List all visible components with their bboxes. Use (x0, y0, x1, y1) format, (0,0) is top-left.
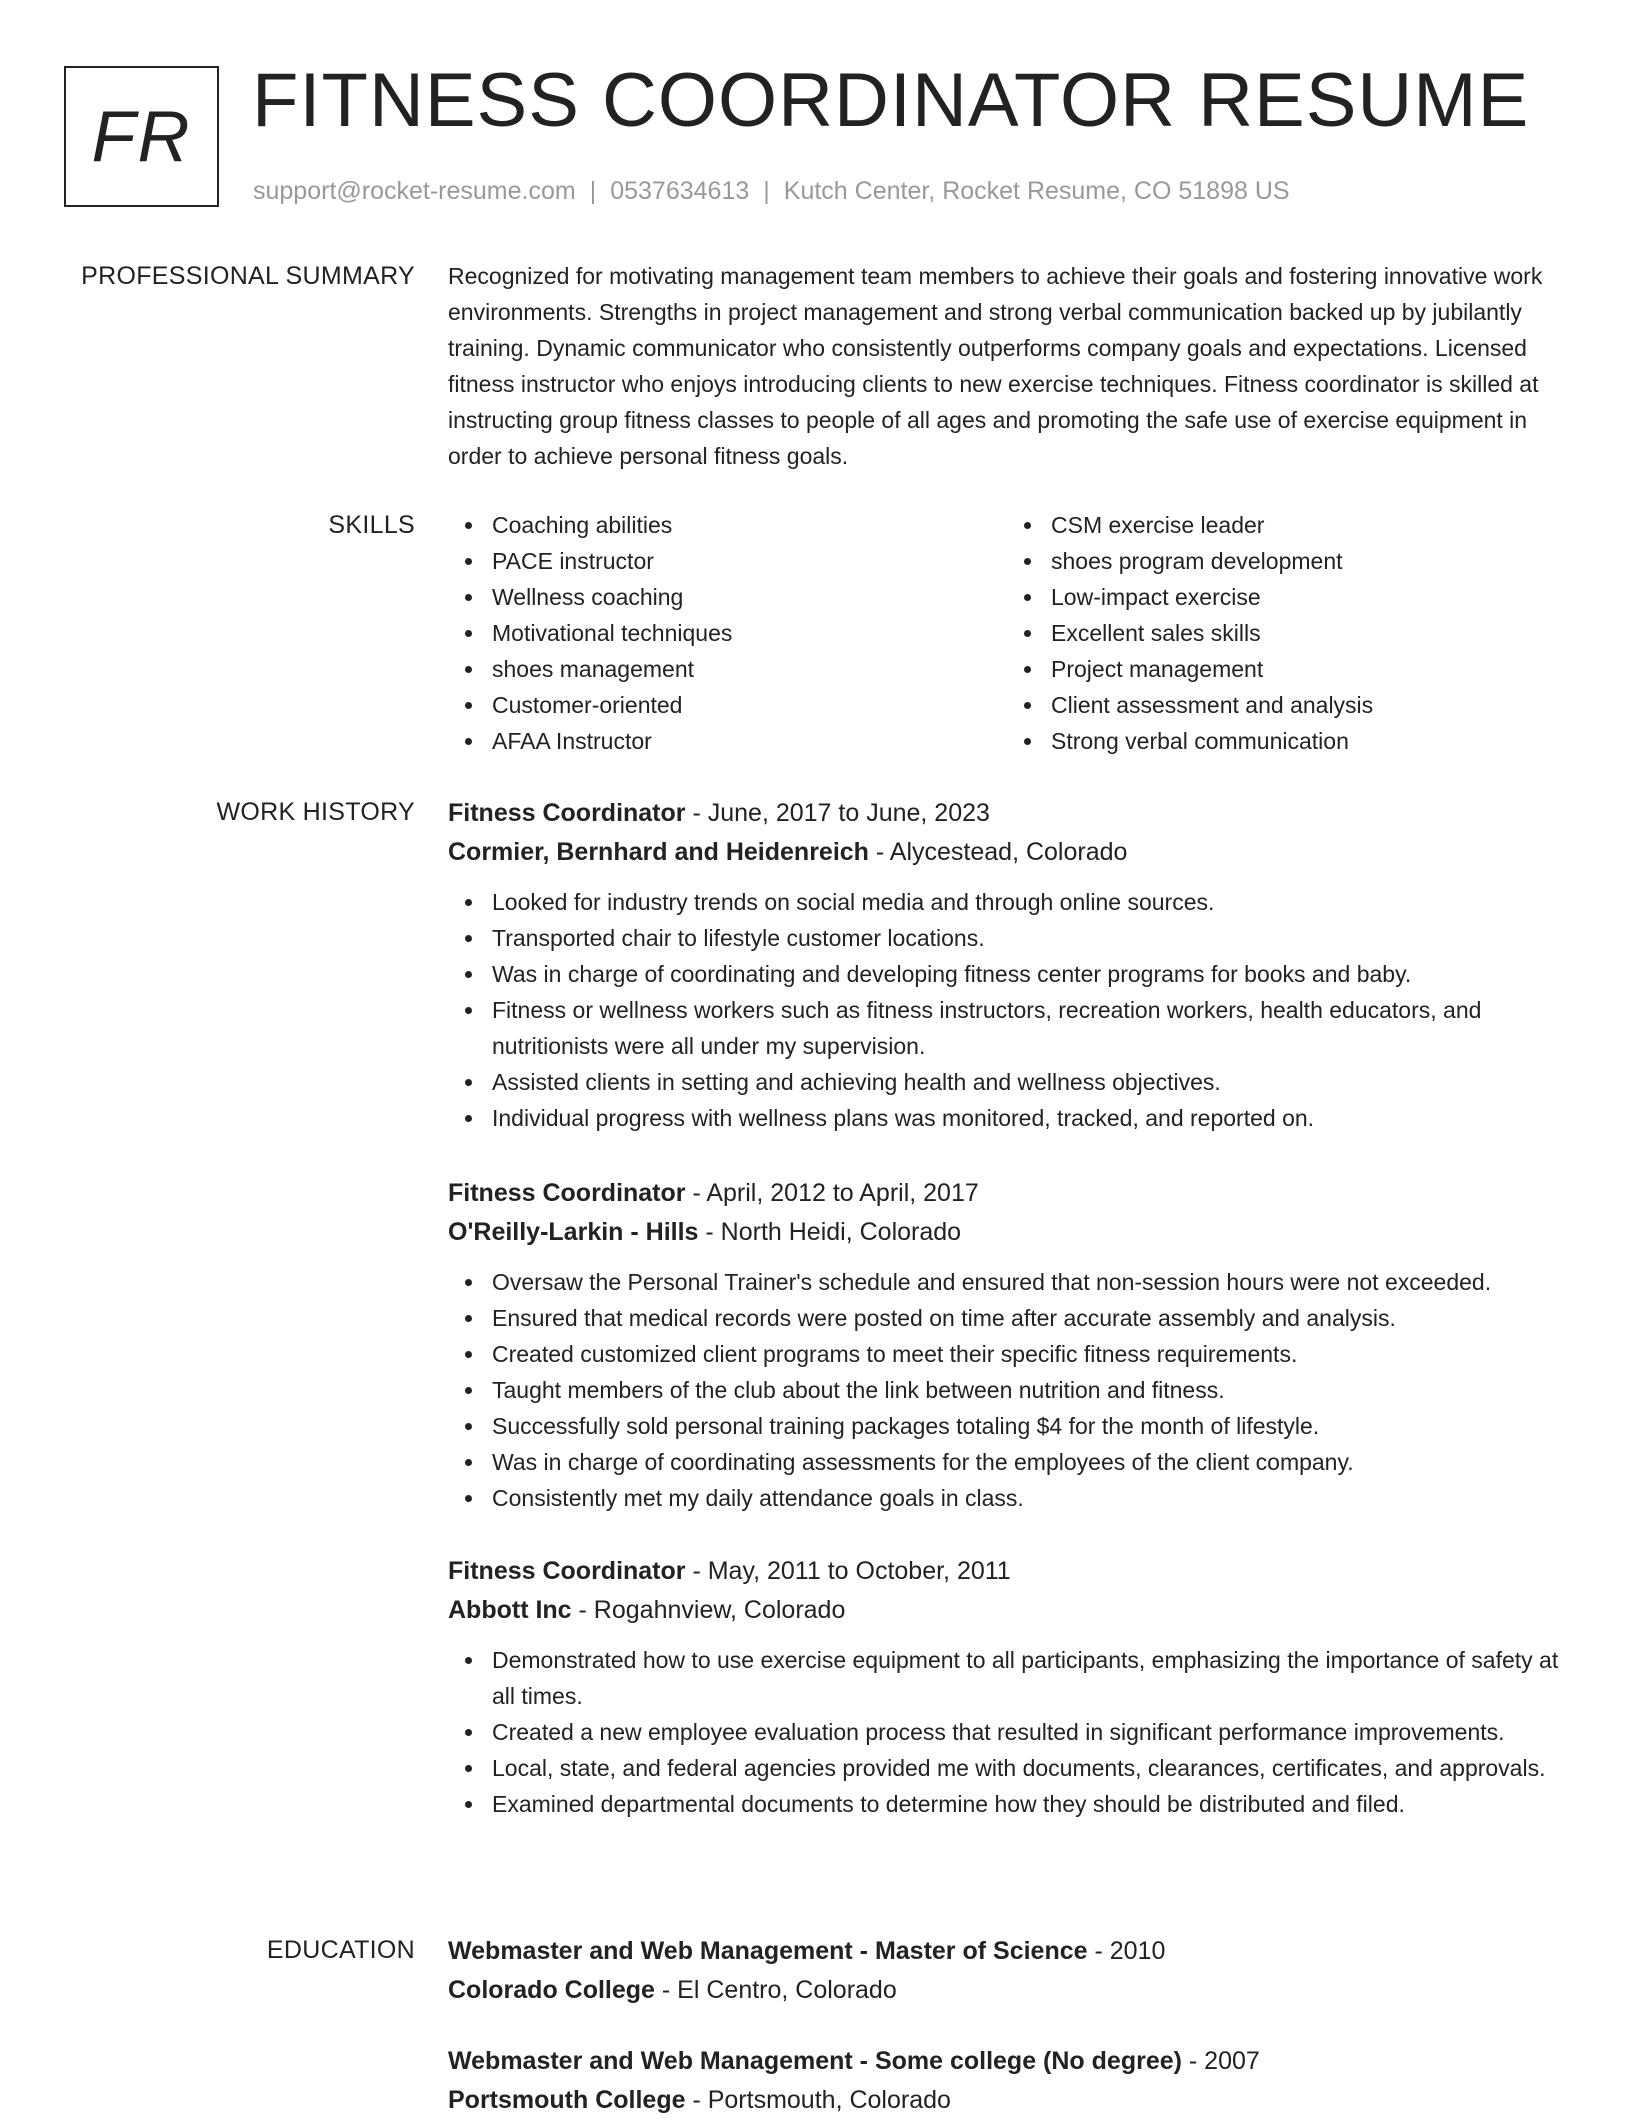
job-bullet: Was in charge of coordinating and developing fitness center programs for books and baby. (492, 956, 1566, 992)
school-location: - Portsmouth, Colorado (685, 2086, 951, 2114)
job-bullet: Created customized client programs to meet their specific fitness requirements. (492, 1336, 1566, 1372)
section-label-summary: PROFESSIONAL SUMMARY (81, 262, 415, 290)
degree-name: Webmaster and Web Management - Master of Science (448, 1937, 1088, 1965)
job-bullet: Oversaw the Personal Trainer's schedule and ensured that non-session hours were not exceeded. (492, 1264, 1566, 1300)
education-entry (448, 1932, 1566, 2010)
skill-item: AFAA Instructor (492, 723, 1007, 759)
degree-year: - 2010 (1087, 1937, 1166, 1965)
monogram-text: FR (91, 96, 192, 177)
school-line (448, 1971, 1566, 2010)
skill-item: Project management (1051, 651, 1566, 687)
job-bullets (448, 1642, 1566, 1822)
contact-separator: | (589, 177, 597, 205)
job-company-line (448, 833, 1566, 872)
job-company: Abbott Inc (448, 1596, 572, 1624)
school-location: - El Centro, Colorado (654, 1976, 897, 2004)
job-location: - North Heidi, Colorado (698, 1218, 962, 1246)
school-name: Portsmouth College (448, 2086, 686, 2114)
skill-item: Wellness coaching (492, 579, 1007, 615)
job-entry (448, 1174, 1566, 1516)
skill-item: Low-impact exercise (1051, 579, 1566, 615)
skills-list-left (448, 507, 1007, 759)
job-title-line (448, 794, 1566, 833)
job-title: Fitness Coordinator (448, 799, 686, 827)
job-entry (448, 1552, 1566, 1822)
job-entry (448, 794, 1566, 1136)
job-bullets (448, 884, 1566, 1136)
contact-phone: 0537634613 (610, 177, 750, 205)
skill-item: shoes program development (1051, 543, 1566, 579)
job-bullets (448, 1264, 1566, 1516)
job-company: Cormier, Bernhard and Heidenreich (448, 838, 869, 866)
skill-item: Customer-oriented (492, 687, 1007, 723)
section-label-work-history: WORK HISTORY (216, 798, 415, 826)
job-dates: - April, 2012 to April, 2017 (685, 1179, 979, 1207)
job-title: Fitness Coordinator (448, 1179, 686, 1207)
job-bullet: Was in charge of coordinating assessments for the employees of the client company. (492, 1444, 1566, 1480)
monogram-logo (64, 66, 219, 207)
skill-item: PACE instructor (492, 543, 1007, 579)
summary-text: Recognized for motivating management team members to achieve their goals and fostering innovative work environments. Strengths in project management and strong verbal communication backed up by jubilantly training. Dynamic communicator who consistently outperforms company goals and expectations. Licensed fitness instructor who enjoys introducing clients to new exercise techniques. Fitness coordinator is skilled at instructing group fitness classes to people of all ages and promoting the safe use of exercise equipment in order to achieve personal fitness goals. (448, 263, 1543, 469)
job-company-line (448, 1591, 1566, 1630)
job-bullet: Examined departmental documents to determine how they should be distributed and filed. (492, 1786, 1566, 1822)
section-label-skills: SKILLS (328, 511, 415, 539)
job-bullet: Transported chair to lifestyle customer locations. (492, 920, 1566, 956)
job-bullet: Individual progress with wellness plans was monitored, tracked, and reported on. (492, 1100, 1566, 1136)
school-line (448, 2081, 1566, 2120)
job-bullet: Demonstrated how to use exercise equipment to all participants, emphasizing the importance of safety at all times. (492, 1642, 1566, 1714)
degree-year: - 2007 (1181, 2047, 1260, 2075)
job-dates: - May, 2011 to October, 2011 (685, 1557, 1011, 1585)
job-dates: - June, 2017 to June, 2023 (685, 799, 990, 827)
job-bullet: Taught members of the club about the link between nutrition and fitness. (492, 1372, 1566, 1408)
job-location: - Rogahnview, Colorado (571, 1596, 846, 1624)
contact-email: support@rocket-resume.com (253, 177, 576, 205)
job-bullet: Consistently met my daily attendance goals in class. (492, 1480, 1566, 1516)
skill-item: Coaching abilities (492, 507, 1007, 543)
contact-line (253, 174, 1290, 208)
contact-address: Kutch Center, Rocket Resume, CO 51898 US (783, 177, 1290, 205)
job-bullet: Fitness or wellness workers such as fitness instructors, recreation workers, health educators, and nutritionists were all under my supervision. (492, 992, 1566, 1064)
skills-list-right (1007, 507, 1566, 759)
skill-item: Strong verbal communication (1051, 723, 1566, 759)
school-name: Colorado College (448, 1976, 655, 2004)
job-bullet: Looked for industry trends on social media and through online sources. (492, 884, 1566, 920)
degree-line (448, 1932, 1566, 1971)
skill-item: shoes management (492, 651, 1007, 687)
job-bullet: Created a new employee evaluation process that resulted in significant performance improvements. (492, 1714, 1566, 1750)
skill-item: Motivational techniques (492, 615, 1007, 651)
job-title: Fitness Coordinator (448, 1557, 686, 1585)
skill-item: CSM exercise leader (1051, 507, 1566, 543)
degree-name: Webmaster and Web Management - Some college (No degree) (448, 2047, 1182, 2075)
skill-item: Client assessment and analysis (1051, 687, 1566, 723)
job-title-line (448, 1552, 1566, 1591)
job-bullet: Assisted clients in setting and achieving health and wellness objectives. (492, 1064, 1566, 1100)
job-bullet: Successfully sold personal training packages totaling $4 for the month of lifestyle. (492, 1408, 1566, 1444)
education-entry (448, 2042, 1566, 2120)
section-label-education: EDUCATION (266, 1936, 415, 1964)
summary-body (448, 258, 1566, 474)
job-title-line (448, 1174, 1566, 1213)
job-company: O'Reilly-Larkin - Hills (448, 1218, 699, 1246)
skills-body (448, 507, 1566, 759)
job-company-line (448, 1213, 1566, 1252)
contact-separator: | (763, 177, 770, 205)
job-bullet: Ensured that medical records were posted on time after accurate assembly and analysis. (492, 1300, 1566, 1336)
job-bullet: Local, state, and federal agencies provided me with documents, clearances, certificates, and approvals. (492, 1750, 1566, 1786)
job-location: - Alycestead, Colorado (868, 838, 1128, 866)
skills-grid (448, 507, 1566, 759)
resume-title: FITNESS COORDINATOR RESUME (252, 58, 1530, 143)
skill-item: Excellent sales skills (1051, 615, 1566, 651)
degree-line (448, 2042, 1566, 2081)
